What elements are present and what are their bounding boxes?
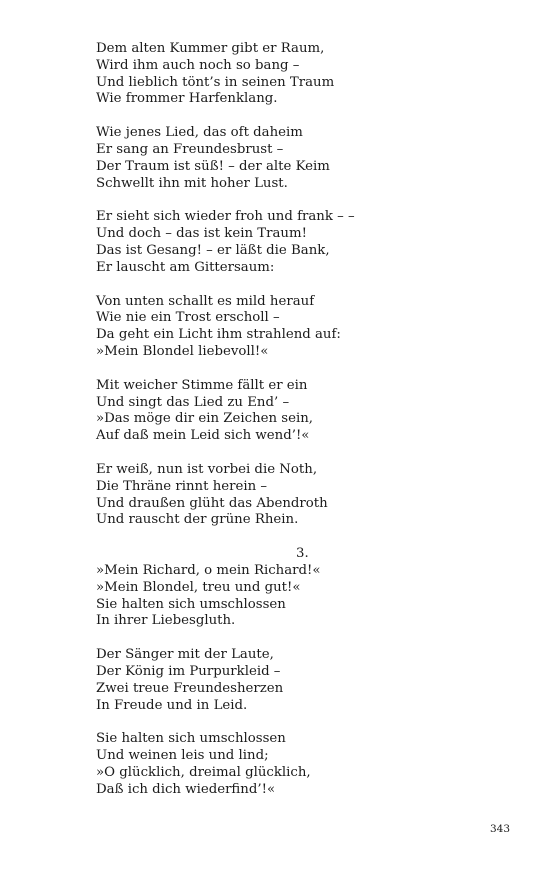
verse-line: Wie nie ein Trost erscholl – [96,310,280,326]
verse-line: »Mein Richard, o mein Richard!« [96,562,321,578]
stanza [96,209,516,276]
verse-line: Er sieht sich wieder froh und frank – – [96,209,355,225]
stanza [96,125,516,192]
verse-line: In ihrer Liebesgluth. [96,613,236,629]
stanza [96,731,516,798]
stanza [96,563,516,630]
verse-line: Und singt das Lied zu End’ – [96,394,290,410]
verse-line: Und doch – das ist kein Traum! [96,226,307,242]
stanza [96,294,516,361]
verse-line: »Mein Blondel liebevoll!« [96,343,269,359]
verse-line: Da geht ein Licht ihm strahlend auf: [96,327,341,343]
verse-line: Und rauscht der grüne Rhein. [96,512,299,528]
verse-line: Mit weicher Stimme fällt er ein [96,377,308,393]
verse-line: Und lieblich tönt’s in seinen Traum [96,74,335,90]
stanza [96,647,516,714]
verse-line: Sie halten sich umschlossen [96,731,286,747]
poem-body [96,41,516,815]
verse-line: Daß ich dich wiederfind’!« [96,781,276,797]
stanza [96,378,516,445]
stanza [96,462,516,529]
verse-line: Er weiß, nun ist vorbei die Noth, [96,461,318,477]
verse-line: Und draußen glüht das Abendroth [96,495,328,511]
verse-line: Dem alten Kummer gibt er Raum, [96,41,325,56]
verse-line: In Freude und in Leid. [96,697,248,713]
verse-line: Wird ihm auch noch so bang – [96,57,300,73]
verse-line: Schwellt ihn mit hoher Lust. [96,175,288,191]
section-number: 3. [296,546,309,562]
verse-line: Und weinen leis und lind; [96,748,269,764]
verse-line: »Mein Blondel, treu und gut!« [96,579,301,595]
page-number: 343 [489,823,510,835]
verse-line: Zwei treue Freundesherzen [96,680,284,696]
verse-line: Der Traum ist süß! – der alte Keim [96,158,330,174]
verse-line: Auf daß mein Leid sich wend’!« [96,428,310,444]
verse-line: Von unten schallt es mild herauf [96,293,315,309]
verse-line: Sie halten sich umschlossen [96,596,286,612]
verse-line: »Das möge dir ein Zeichen sein, [96,411,314,427]
verse-line: Er lauscht am Gittersaum: [96,259,275,275]
verse-line: Der Sänger mit der Laute, [96,647,274,663]
verse-line: Der König im Purpurkleid – [96,663,281,679]
verse-line: Wie jenes Lied, das oft daheim [96,125,303,141]
verse-line: Er sang an Freundesbrust – [96,141,284,157]
verse-line: Wie frommer Harfenklang. [96,91,278,107]
stanza [96,41,516,108]
verse-line: Die Thräne rinnt herein – [96,478,268,494]
verse-line: »O glücklich, dreimal glücklich, [96,764,311,780]
verse-line: Das ist Gesang! – er läßt die Bank, [96,242,330,258]
